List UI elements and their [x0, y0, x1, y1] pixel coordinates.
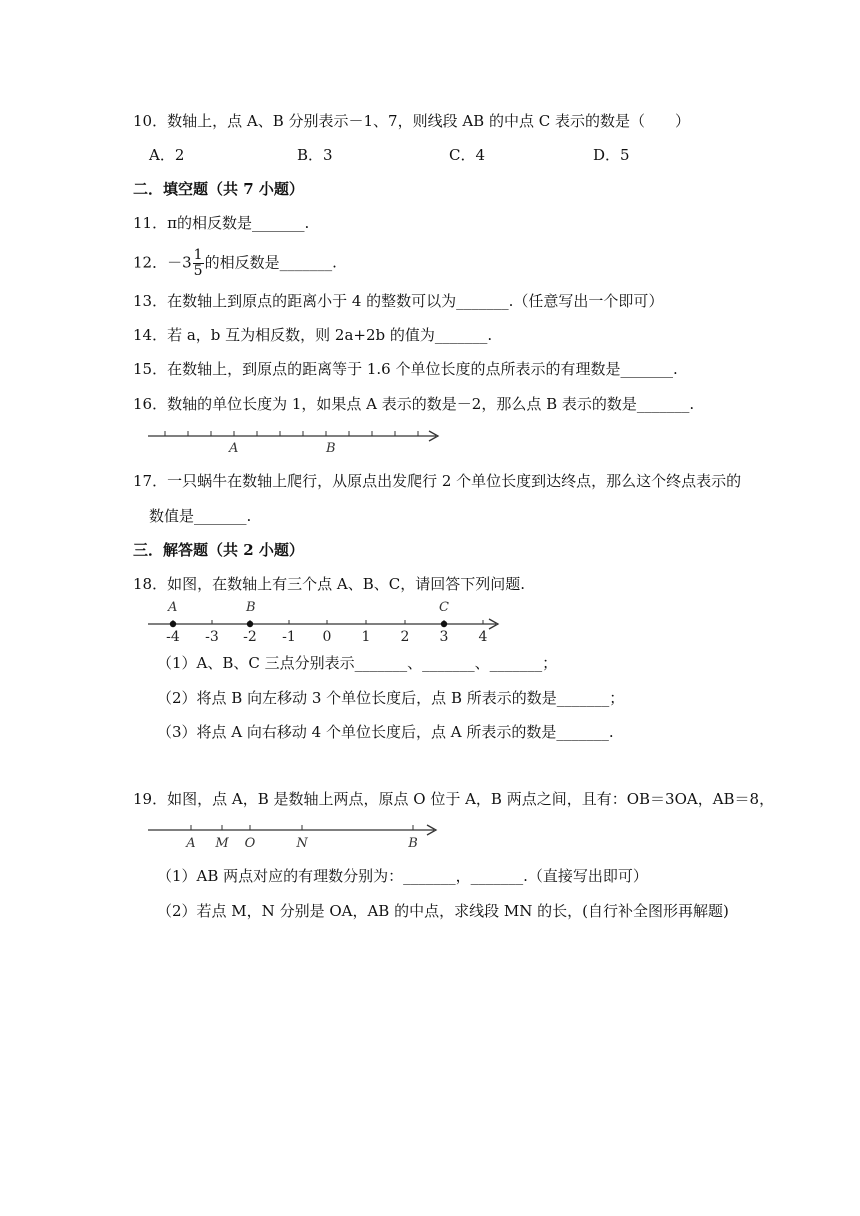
q16-label-b: B: [326, 441, 336, 456]
q12-fraction-numerator: 1: [193, 247, 203, 263]
question-17-line-1: 17．一只蜗牛在数轴上爬行，从原点出发爬行 2 个单位长度到达终点，那么这个终点表示的: [133, 472, 742, 490]
q18-tick-label: 4: [478, 629, 488, 645]
q12-fraction-denominator: 5: [193, 263, 203, 279]
q12-prefix: 12．－3: [133, 253, 192, 272]
question-10: 10．数轴上，点 A、B 分别表示－1、7，则线段 AB 的中点 C 表示的数是（ ）: [133, 112, 690, 130]
q19-label-a: A: [186, 836, 196, 851]
question-18-part-3: （3）将点 A 向右移动 4 个单位长度后，点 A 所表示的数是_______.: [157, 723, 614, 741]
option-b: B．3: [297, 146, 333, 164]
q18-tick-label: -1: [282, 629, 296, 645]
question-16: 16．数轴的单位长度为 1，如果点 A 表示的数是－2，那么点 B 表示的数是_______.: [133, 395, 695, 413]
q19-label-o: O: [244, 836, 256, 851]
q18-tick-label: 2: [400, 629, 410, 645]
q18-point-a: [170, 621, 176, 627]
q19-number-line: [140, 818, 450, 852]
question-19: 19．如图，点 A，B 是数轴上两点，原点 O 位于 A，B 两点之间，且有：OB＝3OA，AB＝8，: [133, 790, 775, 808]
q18-label-c: C: [439, 600, 449, 615]
question-18: 18．如图，在数轴上有三个点 A、B、C，请回答下列问题.: [133, 575, 525, 593]
q18-tick-label: 3: [439, 629, 449, 645]
section-2-heading: 二．填空题（共 7 小题）: [133, 180, 304, 198]
question-19-part-2: （2）若点 M，N 分别是 OA，AB 的中点，求线段 MN 的长，(自行补全图形再解题): [157, 902, 729, 920]
q18-label-b: B: [246, 600, 256, 615]
q18-tick-label: -3: [205, 629, 219, 645]
q12-fraction: [193, 248, 204, 279]
question-19-part-1: （1）AB 两点对应的有理数分别为：_______，_______.（直接写出即可）: [157, 867, 648, 885]
q19-label-b: B: [408, 836, 418, 851]
q18-tick-label: 0: [322, 629, 332, 645]
q18-point-b: [247, 621, 253, 627]
q16-number-line: [140, 424, 450, 458]
question-18-part-1: （1）A、B、C 三点分别表示_______、_______、_______；: [157, 654, 558, 672]
question-12: [133, 248, 337, 279]
q12-suffix: 的相反数是_______.: [204, 253, 337, 272]
option-c: C．4: [449, 146, 486, 164]
question-15: 15．在数轴上，到原点的距离等于 1.6 个单位长度的点所表示的有理数是_______.: [133, 360, 678, 378]
q19-label-m: M: [215, 836, 229, 851]
q18-label-a: A: [168, 600, 178, 615]
q18-tick-label: -4: [166, 629, 180, 645]
q18-tick-label: 1: [361, 629, 371, 645]
option-a: A．2: [149, 146, 185, 164]
question-18-part-2: （2）将点 B 向左移动 3 个单位长度后，点 B 所表示的数是_______；: [157, 689, 625, 707]
question-13: 13．在数轴上到原点的距离小于 4 的整数可以为_______.（任意写出一个即可）: [133, 292, 664, 310]
q18-tick-label: -2: [243, 629, 257, 645]
q16-label-a: A: [229, 441, 239, 456]
q18-number-line: [140, 596, 510, 646]
question-17-line-2: 数值是_______.: [149, 507, 252, 525]
q18-point-c: [441, 621, 447, 627]
option-d: D．5: [593, 146, 630, 164]
question-14: 14．若 a，b 互为相反数，则 2a+2b 的值为_______.: [133, 326, 493, 344]
question-11: 11．π的相反数是_______.: [133, 214, 310, 232]
section-3-heading: 三．解答题（共 2 小题）: [133, 541, 304, 559]
q19-label-n: N: [296, 836, 308, 851]
